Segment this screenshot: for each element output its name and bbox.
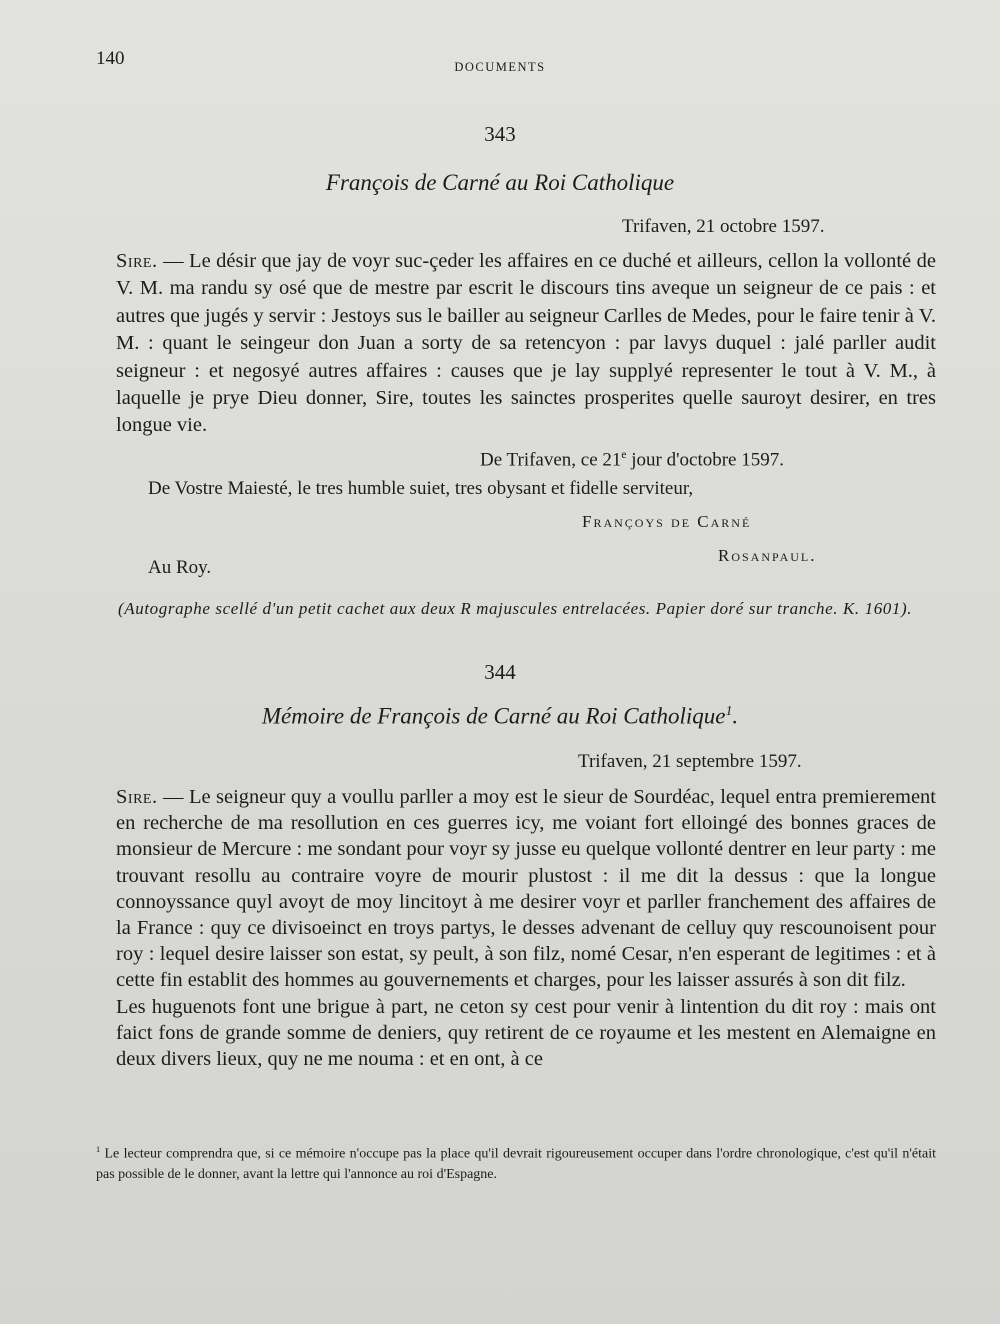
document-343-signature-title: Rosanpaul. [718,546,817,565]
document-344-paragraph-1 [116,784,936,994]
document-344-dateline: Trifaven, 21 septembre 1597. [578,751,802,772]
salutation: Sire. [116,250,158,272]
document-343-closing: De Vostre Maiesté, le tres humble suiet, tres obysant et fidelle serviteur, [148,478,694,499]
document-344-paragraph-2: Les huguenots font une brigue à part, ne ceton sy cest pour venir à lintention du dit roy : mais ont faict fons de grande somme de deniers, quy retirent de ce royaume et les mestent en Alemaigne en deux divers lieux, quy ne me nouma : et en ont, à ce [116,995,936,1071]
page-number: 140 [96,48,125,69]
document-344-title [0,703,1000,730]
document-343-body [116,248,936,440]
salutation: Sire. [116,786,158,808]
footnote-mark: 1 [96,1145,101,1154]
document-343-body-text: — Le désir que jay de voyr suc-çeder les affaires en ce duché et ailleurs, cellon la vollonté de V. M. ma randu sy osé que de mestre par escrit le discours tins aveque un seigneur de ce pais : et autres que jugés y servir : Jestoys sus le bailler au seigneur Carlles de Medes, pour le faire tenir à V. M. : quant le seingeur don Juan a sorty de sa retencyon : par lavys duquel : jalé parller audit seigneur : et negosyé autres affaires : causes que je lay supplyé representer le tout à V. M., à laquelle je prye Dieu donner, Sire, toutes les sainctes prosperites quelle sauroyt desirer, en tres longue vie. [116,250,936,437]
footnote-text: Le lecteur comprendra que, si ce mémoire n'occupe pas la place qu'il devrait rigoureusement occuper dans l'ordre chronologique, c'est qu'il n'était pas possible de le donner, avant la lettre qui l'annonce au roi d'Espagne. [96,1146,936,1182]
document-344-paragraph-1-text: — Le seigneur quy a voullu parller a moy est le sieur de Sourdéac, lequel entra premierement en recherche de ma resollution en ces guerres icy, me voiant fort elloingé des bonnes graces de monsieur de Mercure : me sondant pour voyr sy jusse eu quelque vollonté dentrer en leur party : me trouvant resollu au contraire voyre de mourir plustost : il me dit la dessus : que la longue connoyssance quyl avoyt de moy lincitoyt à me desirer voyr et parller franchement des affaires de la France : quy ce divisoeinct en troys partys, le desses advenant de celluy quy rescounoisent pour roy : lequel desire laisser son estat, sy peult, à son filz, nomé Cesar, n'en esperant de legitimes : et à cette fin establit des hommes au gouvernements et charges, pour les laisser assurés à son dit filz. [116,786,936,992]
footnote-reference-mark: 1 [725,703,733,718]
document-343-archival-note: (Autographe scellé d'un petit cachet aux deux R majuscules entrelacées. Papier doré sur tranche. K. 1601). [118,599,913,618]
document-344-body [116,784,936,1072]
document-344-title-text: Mémoire de François de Carné au Roi Catholique [261,703,726,729]
place-date-prefix: De Trifaven, ce 21 [480,449,622,471]
document-343-place-date [480,449,784,471]
place-date-superscript: e [621,449,627,461]
document-343-paragraph [116,248,936,440]
footnote [96,1140,936,1185]
document-343-signature-name: Françoys de Carné [582,512,752,531]
place-date-suffix: jour d'octobre 1597. [626,449,784,471]
document-343-address: Au Roy. [148,557,212,578]
running-head: DOCUMENTS [454,60,546,74]
document-344-number: 344 [484,660,516,684]
document-343-number: 343 [484,122,516,146]
document-343-title: François de Carné au Roi Catholique [325,170,675,195]
document-343-dateline: Trifaven, 21 octobre 1597. [622,216,825,237]
document-344-title-end: . [732,703,739,729]
